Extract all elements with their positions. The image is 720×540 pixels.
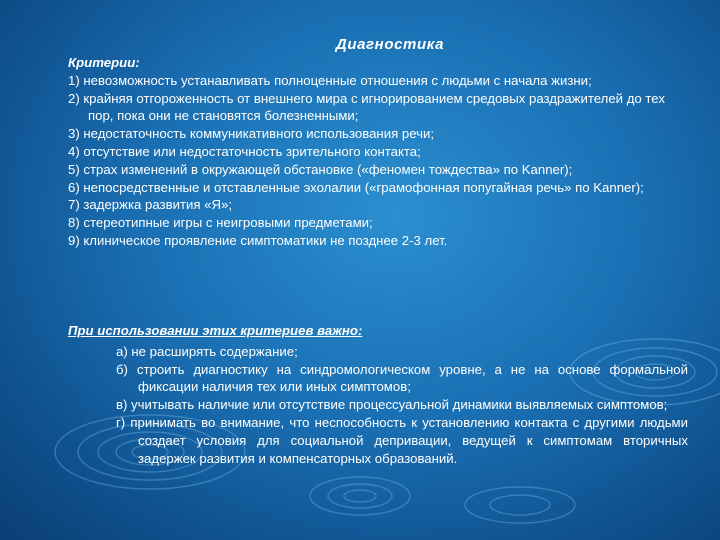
- criteria-item: 3) недостаточность коммуникативного использования речи;: [68, 126, 435, 142]
- usage-item: г) принимать во внимание, что неспособность к установлению контакта с другими людьми создает условия для социальной депривации, ведущей к симптомам вторичных задержек развития и компенсаторных образований.: [116, 414, 688, 466]
- usage-heading: При использовании этих критериев важно:: [68, 323, 363, 338]
- criteria-block: [68, 54, 688, 250]
- criteria-item: 8) стереотипные игры с неигровыми предметами;: [68, 215, 373, 231]
- criteria-item: 5) страх изменений в окружающей обстановке («феномен тождества» по Kanner);: [68, 161, 573, 177]
- criteria-item: 6) непосредственные и отставленные эхолалии («грамофонная попугайная речь» по Kanner);: [68, 179, 644, 195]
- usage-item: а) не расширять содержание;: [116, 343, 298, 359]
- slide-title: Диагностика: [335, 36, 445, 53]
- criteria-item: 1) невозможность устанавливать полноценные отношения с людьми с начала жизни;: [68, 72, 592, 88]
- criteria-heading: Критерии:: [68, 55, 140, 70]
- usage-item: б) строить диагностику на синдромологическом уровне, а не на основе формальной фиксации наличия тех или иных симптомов;: [116, 361, 688, 395]
- criteria-item: 4) отсутствие или недостаточность зрительного контакта;: [68, 143, 421, 159]
- criteria-item: 2) крайняя отгороженность от внешнего мира с игнорированием средовых раздражителей до тех пор, пока они не становятся болезненными;: [68, 90, 665, 124]
- usage-block: [68, 322, 688, 467]
- criteria-item: 7) задержка развития «Я»;: [68, 197, 233, 213]
- usage-item: в) учитывать наличие или отсутствие процессуальной динамики выявляемых симптомов;: [116, 397, 668, 413]
- criteria-item: 9) клиническое проявление симптоматики не позднее 2-3 лет.: [68, 232, 448, 248]
